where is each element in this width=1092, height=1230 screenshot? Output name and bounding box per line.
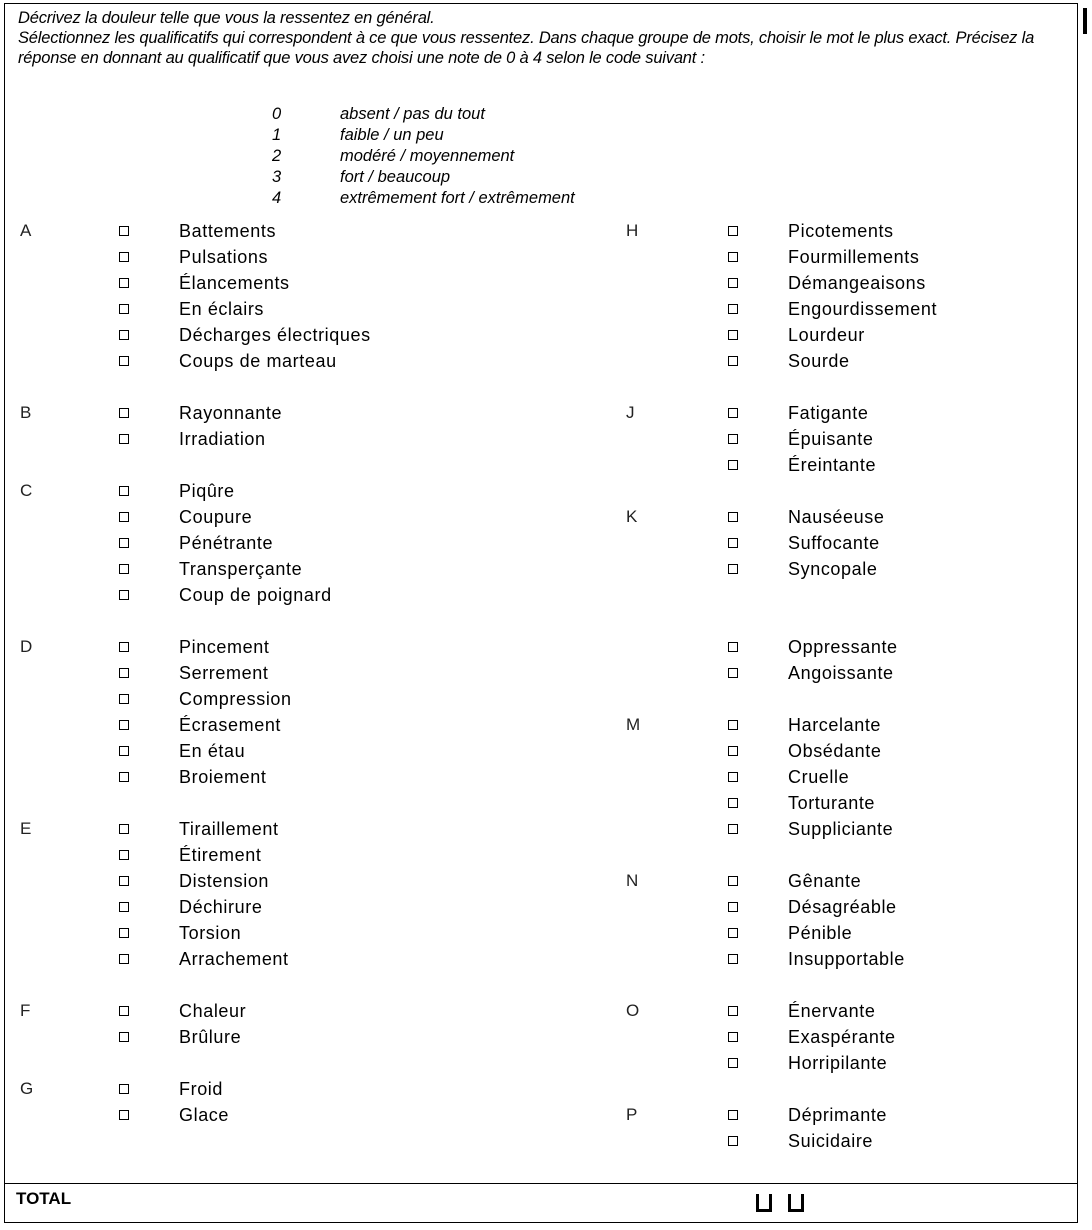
descriptor-checkbox[interactable] (119, 1084, 129, 1094)
descriptor-label: Angoissante (788, 662, 894, 683)
descriptor-checkbox[interactable] (728, 1006, 738, 1016)
descriptor-checkbox[interactable] (728, 642, 738, 652)
descriptor-label: Pénible (788, 922, 853, 943)
descriptor-label: Sourde (788, 350, 850, 371)
instruction-line-2: Sélectionnez les qualificatifs qui correspondent à ce que vous ressentez. Dans chaque groupe de mots, choisir le mot le plus exact. Précisez la réponse en donnant au qualificatif que vous avez choisi une note de 0 à 4 selon le code suivant : (18, 29, 1035, 67)
descriptor-item[interactable] (119, 998, 246, 1024)
checkbox-wrap (728, 1110, 788, 1120)
checkbox-wrap (119, 226, 179, 236)
descriptor-label: Lourdeur (788, 324, 865, 345)
checkbox-wrap (728, 564, 788, 574)
descriptor-label: Brûlure (179, 1026, 242, 1047)
checkbox-wrap (119, 486, 179, 496)
descriptor-label: Piqûre (179, 480, 235, 501)
descriptor-label: Étirement (179, 844, 262, 865)
descriptor-item[interactable] (728, 790, 875, 816)
descriptor-label: Gênante (788, 870, 862, 891)
checkbox-wrap (119, 330, 179, 340)
descriptor-label: Insupportable (788, 948, 905, 969)
group-letter-k: K (626, 507, 638, 526)
total-label: TOTAL (16, 1189, 72, 1208)
checkbox-wrap (728, 408, 788, 418)
descriptor-item[interactable] (728, 816, 893, 842)
descriptor-label: Décharges électriques (179, 324, 371, 345)
checkbox-wrap (119, 772, 179, 782)
descriptor-item[interactable] (728, 296, 937, 322)
descriptor-item[interactable] (728, 998, 875, 1024)
descriptor-checkbox[interactable] (119, 590, 129, 600)
scale-row (272, 167, 575, 188)
descriptor-label: Désagréable (788, 896, 897, 917)
descriptor-label: Cruelle (788, 766, 850, 787)
descriptor-checkbox[interactable] (728, 278, 738, 288)
scale-number: 4 (272, 189, 282, 207)
rating-scale (272, 104, 575, 209)
checkbox-wrap (728, 824, 788, 834)
scale-row (272, 146, 575, 167)
descriptor-item[interactable] (119, 322, 371, 348)
descriptor-item[interactable] (119, 582, 332, 608)
descriptor-label: Glace (179, 1104, 230, 1125)
descriptor-checkbox[interactable] (119, 226, 129, 236)
group-letter-o: O (626, 1001, 640, 1020)
descriptor-checkbox[interactable] (119, 1006, 129, 1016)
scale-label: extrêmement fort / extrêmement (340, 189, 575, 207)
descriptor-item[interactable] (119, 218, 276, 244)
checkbox-wrap (119, 1110, 179, 1120)
descriptor-label: Coup de poignard (179, 584, 332, 605)
descriptor-item[interactable] (119, 426, 266, 452)
descriptor-checkbox[interactable] (728, 824, 738, 834)
checkbox-wrap (728, 798, 788, 808)
descriptor-item[interactable] (119, 764, 266, 790)
scale-label: absent / pas du tout (340, 105, 485, 123)
checkbox-wrap (728, 252, 788, 262)
descriptor-checkbox[interactable] (728, 330, 738, 340)
descriptor-label: Coupure (179, 506, 253, 527)
group-letter-d: D (20, 637, 33, 656)
descriptor-checkbox[interactable] (728, 434, 738, 444)
descriptor-checkbox[interactable] (119, 772, 129, 782)
corner-mark (1083, 8, 1087, 34)
checkbox-wrap (728, 720, 788, 730)
descriptor-label: Engourdissement (788, 298, 938, 319)
checkbox-wrap (119, 1032, 179, 1042)
checkbox-wrap (728, 876, 788, 886)
descriptor-checkbox[interactable] (728, 772, 738, 782)
scale-row (272, 188, 575, 209)
checkbox-wrap (119, 954, 179, 964)
descriptor-label: Distension (179, 870, 270, 891)
checkbox-wrap (119, 720, 179, 730)
group-letter-h: H (626, 221, 639, 240)
descriptor-item[interactable] (119, 1102, 229, 1128)
descriptor-checkbox[interactable] (119, 1032, 129, 1042)
descriptor-label: Serrement (179, 662, 269, 683)
descriptor-label: Coups de marteau (179, 350, 337, 371)
scale-number: 3 (272, 168, 282, 186)
descriptor-checkbox[interactable] (728, 1136, 738, 1146)
descriptor-item[interactable] (728, 634, 898, 660)
checkbox-wrap (119, 1006, 179, 1016)
descriptor-item[interactable] (728, 556, 877, 582)
descriptor-label: Épuisante (788, 428, 874, 449)
descriptor-checkbox[interactable] (728, 538, 738, 548)
descriptor-checkbox[interactable] (728, 876, 738, 886)
checkbox-wrap (728, 642, 788, 652)
checkbox-wrap (728, 538, 788, 548)
scale-label: modéré / moyennement (340, 147, 515, 165)
instructions (18, 8, 1068, 68)
descriptor-label: Obsédante (788, 740, 882, 761)
descriptor-item[interactable] (728, 504, 884, 530)
checkbox-wrap (119, 252, 179, 262)
descriptor-label: Fourmillements (788, 246, 920, 267)
checkbox-wrap (119, 928, 179, 938)
descriptor-item[interactable] (119, 556, 302, 582)
descriptor-checkbox[interactable] (119, 564, 129, 574)
descriptor-label: Harcelante (788, 714, 882, 735)
checkbox-wrap (119, 304, 179, 314)
descriptor-label: Suicidaire (788, 1130, 874, 1151)
total-score-box[interactable] (756, 1194, 772, 1212)
descriptor-item[interactable] (119, 738, 245, 764)
descriptor-label: Transperçante (179, 558, 303, 579)
checkbox-wrap (728, 902, 788, 912)
descriptor-checkbox[interactable] (728, 226, 738, 236)
scale-number: 1 (272, 126, 282, 144)
descriptor-item[interactable] (728, 660, 894, 686)
checkbox-wrap (728, 928, 788, 938)
group-letter-p: P (626, 1105, 638, 1124)
descriptor-item[interactable] (119, 842, 261, 868)
descriptor-label: Pénétrante (179, 532, 274, 553)
descriptor-checkbox[interactable] (119, 408, 129, 418)
descriptor-checkbox[interactable] (728, 1032, 738, 1042)
descriptor-label: Pincement (179, 636, 270, 657)
descriptor-item[interactable] (119, 660, 268, 686)
checkbox-wrap (728, 330, 788, 340)
descriptor-item[interactable] (728, 452, 876, 478)
descriptor-item[interactable] (728, 946, 905, 972)
checkbox-wrap (119, 824, 179, 834)
descriptor-item[interactable] (119, 400, 282, 426)
checkbox-wrap (119, 512, 179, 522)
descriptor-item[interactable] (728, 1050, 887, 1076)
descriptor-item[interactable] (728, 1024, 896, 1050)
descriptor-checkbox[interactable] (728, 668, 738, 678)
descriptor-checkbox[interactable] (728, 564, 738, 574)
group-letter-n: N (626, 871, 639, 890)
descriptor-label: Syncopale (788, 558, 878, 579)
descriptor-checkbox[interactable] (728, 304, 738, 314)
checkbox-wrap (728, 512, 788, 522)
descriptor-checkbox[interactable] (728, 902, 738, 912)
descriptor-checkbox[interactable] (119, 746, 129, 756)
descriptor-checkbox[interactable] (119, 902, 129, 912)
group-letter-g: G (20, 1079, 34, 1098)
descriptor-label: En étau (179, 740, 246, 761)
total-score-box[interactable] (788, 1194, 804, 1212)
descriptor-checkbox[interactable] (119, 278, 129, 288)
instruction-line-1: Décrivez la douleur telle que vous la ressentez en général. (18, 9, 435, 27)
scale-label: fort / beaucoup (340, 168, 451, 186)
descriptor-label: Froid (179, 1078, 224, 1099)
descriptor-label: Éreintante (788, 454, 877, 475)
descriptor-item[interactable] (728, 1102, 887, 1128)
checkbox-wrap (119, 850, 179, 860)
descriptor-item[interactable] (728, 426, 873, 452)
descriptor-label: Pulsations (179, 246, 269, 267)
checkbox-wrap (119, 434, 179, 444)
descriptor-label: Élancements (179, 272, 290, 293)
checkbox-wrap (119, 746, 179, 756)
descriptor-checkbox[interactable] (119, 954, 129, 964)
descriptor-item[interactable] (728, 712, 881, 738)
descriptor-checkbox[interactable] (119, 356, 129, 366)
descriptor-label: Nauséeuse (788, 506, 885, 527)
descriptor-checkbox[interactable] (119, 720, 129, 730)
descriptor-label: Fatigante (788, 402, 869, 423)
descriptor-label: Torturante (788, 792, 876, 813)
checkbox-wrap (119, 356, 179, 366)
descriptor-label: Écrasement (179, 714, 282, 735)
total-divider (4, 1183, 1078, 1184)
checkbox-wrap (119, 694, 179, 704)
descriptor-label: Rayonnante (179, 402, 283, 423)
checkbox-wrap (728, 304, 788, 314)
descriptor-item[interactable] (728, 894, 897, 920)
descriptor-label: Arrachement (179, 948, 289, 969)
descriptor-item[interactable] (728, 322, 865, 348)
descriptor-label: Déchirure (179, 896, 263, 917)
descriptor-item[interactable] (728, 244, 919, 270)
descriptor-label: Énervante (788, 1000, 876, 1021)
descriptor-item[interactable] (728, 348, 850, 374)
descriptor-item[interactable] (728, 1128, 873, 1154)
checkbox-wrap (119, 668, 179, 678)
descriptor-item[interactable] (119, 530, 273, 556)
checkbox-wrap (728, 1136, 788, 1146)
descriptor-checkbox[interactable] (728, 356, 738, 366)
descriptor-label: Battements (179, 220, 277, 241)
descriptor-item[interactable] (119, 478, 235, 504)
descriptor-label: Suppliciante (788, 818, 894, 839)
descriptor-checkbox[interactable] (119, 668, 129, 678)
descriptor-item[interactable] (119, 920, 241, 946)
descriptor-label: Torsion (179, 922, 242, 943)
checkbox-wrap (119, 278, 179, 288)
descriptor-label: Démangeaisons (788, 272, 926, 293)
descriptor-label: Suffocante (788, 532, 880, 553)
descriptor-item[interactable] (119, 1024, 241, 1050)
descriptor-checkbox[interactable] (728, 798, 738, 808)
descriptor-item[interactable] (119, 1076, 223, 1102)
descriptor-item[interactable] (119, 348, 337, 374)
descriptor-checkbox[interactable] (728, 954, 738, 964)
descriptor-checkbox[interactable] (119, 304, 129, 314)
descriptor-item[interactable] (119, 712, 281, 738)
total-score-boxes[interactable] (756, 1190, 824, 1212)
descriptor-item[interactable] (119, 296, 264, 322)
descriptor-item[interactable] (728, 764, 849, 790)
descriptor-checkbox[interactable] (728, 252, 738, 262)
checkbox-wrap (119, 564, 179, 574)
group-letter-m: M (626, 715, 641, 734)
descriptor-checkbox[interactable] (728, 1058, 738, 1068)
group-letter-c: C (20, 481, 33, 500)
descriptor-item[interactable] (119, 816, 279, 842)
group-letter-e: E (20, 819, 32, 838)
checkbox-wrap (728, 356, 788, 366)
checkbox-wrap (119, 590, 179, 600)
descriptor-label: Oppressante (788, 636, 898, 657)
descriptor-checkbox[interactable] (119, 434, 129, 444)
descriptor-checkbox[interactable] (119, 876, 129, 886)
checkbox-wrap (728, 1006, 788, 1016)
descriptor-item[interactable] (728, 868, 861, 894)
descriptor-item[interactable] (119, 686, 292, 712)
checkbox-wrap (728, 772, 788, 782)
descriptor-item[interactable] (119, 270, 290, 296)
descriptor-checkbox[interactable] (119, 928, 129, 938)
descriptor-checkbox[interactable] (119, 486, 129, 496)
descriptor-checkbox[interactable] (728, 720, 738, 730)
checkbox-wrap (728, 746, 788, 756)
checkbox-wrap (728, 278, 788, 288)
descriptor-item[interactable] (728, 530, 880, 556)
descriptor-checkbox[interactable] (119, 512, 129, 522)
descriptor-label: Exaspérante (788, 1026, 896, 1047)
descriptor-checkbox[interactable] (728, 512, 738, 522)
descriptor-checkbox[interactable] (728, 746, 738, 756)
descriptor-label: En éclairs (179, 298, 265, 319)
descriptor-checkbox[interactable] (728, 408, 738, 418)
descriptor-item[interactable] (728, 218, 894, 244)
descriptor-checkbox[interactable] (728, 1110, 738, 1120)
descriptor-checkbox[interactable] (728, 928, 738, 938)
checkbox-wrap (119, 1084, 179, 1094)
descriptor-item[interactable] (119, 504, 252, 530)
descriptor-item[interactable] (119, 946, 289, 972)
descriptor-item[interactable] (119, 868, 269, 894)
descriptor-label: Irradiation (179, 428, 266, 449)
scale-row (272, 125, 575, 146)
checkbox-wrap (728, 668, 788, 678)
descriptor-label: Broiement (179, 766, 267, 787)
descriptor-label: Chaleur (179, 1000, 247, 1021)
scale-number: 2 (272, 147, 282, 165)
checkbox-wrap (728, 226, 788, 236)
descriptor-item[interactable] (119, 634, 269, 660)
descriptor-checkbox[interactable] (119, 694, 129, 704)
group-letter-b: B (20, 403, 32, 422)
checkbox-wrap (728, 1032, 788, 1042)
group-letter-f: F (20, 1001, 31, 1020)
descriptor-checkbox[interactable] (119, 538, 129, 548)
descriptor-item[interactable] (728, 738, 881, 764)
scale-row (272, 104, 575, 125)
group-letter-j: J (626, 403, 635, 422)
checkbox-wrap (119, 902, 179, 912)
checkbox-wrap (119, 408, 179, 418)
checkbox-wrap (728, 434, 788, 444)
scale-number: 0 (272, 105, 282, 123)
descriptor-checkbox[interactable] (119, 252, 129, 262)
scale-label: faible / un peu (340, 126, 444, 144)
checkbox-wrap (119, 538, 179, 548)
descriptor-label: Déprimante (788, 1104, 888, 1125)
descriptor-item[interactable] (728, 920, 852, 946)
checkbox-wrap (728, 954, 788, 964)
group-letter-a: A (20, 221, 32, 240)
descriptor-label: Picotements (788, 220, 894, 241)
descriptor-checkbox[interactable] (119, 1110, 129, 1120)
descriptor-checkbox[interactable] (119, 330, 129, 340)
checkbox-wrap (728, 1058, 788, 1068)
descriptor-item[interactable] (728, 270, 926, 296)
descriptor-checkbox[interactable] (728, 460, 738, 470)
descriptor-label: Horripilante (788, 1052, 888, 1073)
descriptor-item[interactable] (119, 244, 268, 270)
checkbox-wrap (119, 876, 179, 886)
descriptor-label: Tiraillement (179, 818, 279, 839)
descriptor-item[interactable] (119, 894, 262, 920)
descriptor-checkbox[interactable] (119, 642, 129, 652)
descriptor-label: Compression (179, 688, 292, 709)
descriptor-checkbox[interactable] (119, 824, 129, 834)
descriptor-checkbox[interactable] (119, 850, 129, 860)
descriptor-item[interactable] (728, 400, 868, 426)
checkbox-wrap (119, 642, 179, 652)
checkbox-wrap (728, 460, 788, 470)
